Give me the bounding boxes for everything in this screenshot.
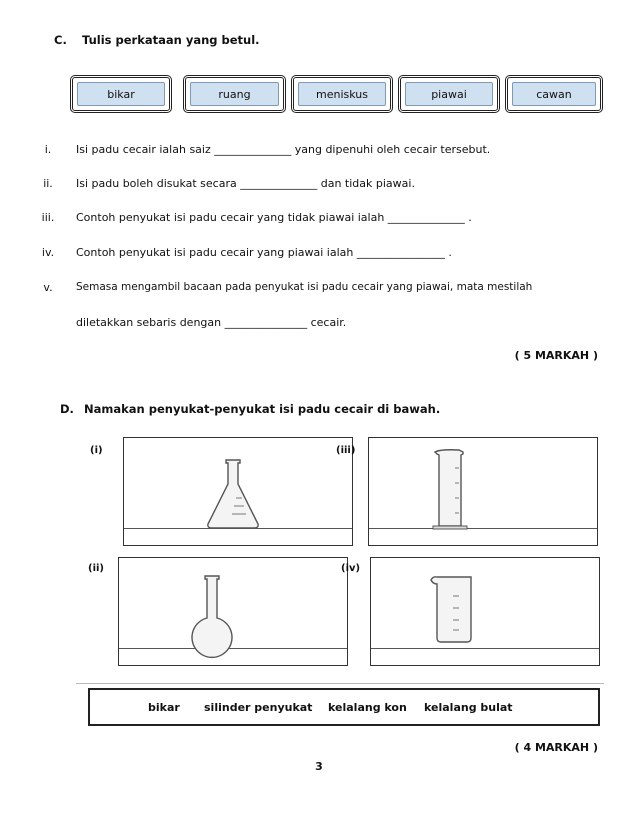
word-box-ruang: [183, 75, 286, 113]
word-box-bikar: [70, 75, 172, 113]
word-box-meniskus: [291, 75, 393, 113]
image-label: (ii): [88, 563, 104, 574]
section-c-label: C.: [54, 33, 67, 47]
question-text: Semasa mengambil bacaan pada penyukat isi padu cecair yang piawai, mata mestilah: [76, 281, 533, 293]
question-text: Contoh penyukat isi padu cecair yang tidak piawai ialah ______________ .: [76, 211, 472, 224]
word-label: cawan: [536, 87, 572, 101]
question-number: i.: [44, 143, 52, 156]
question-number: iii.: [41, 211, 55, 224]
word-box-cawan: [505, 75, 603, 113]
option-label: kelalang kon: [328, 701, 407, 714]
word-label: piawai: [431, 87, 467, 101]
beaker-icon: [371, 558, 599, 665]
question-number: iv.: [41, 246, 55, 259]
option-label: bikar: [148, 701, 180, 714]
question-text: Isi padu boleh disukat secara ______________ dan tidak piawai.: [76, 177, 415, 190]
section-d-title: Namakan penyukat-penyukat isi padu cecair di bawah.: [84, 402, 441, 416]
question-text: Contoh penyukat isi padu cecair yang piawai ialah ________________ .: [76, 246, 452, 259]
section-c-title: Tulis perkataan yang betul.: [82, 33, 260, 47]
image-frame-i: [123, 437, 356, 546]
image-label: (iii): [336, 445, 356, 456]
question-text: Isi padu cecair ialah saiz ______________ yang dipenuhi oleh cecair tersebut.: [76, 143, 491, 156]
page-number: 3: [315, 760, 323, 773]
image-frame-iv: [370, 557, 600, 666]
round-flask-icon: [119, 558, 347, 665]
option-label: silinder penyukat: [204, 701, 313, 714]
option-label: kelalang bulat: [424, 701, 513, 714]
word-label: bikar: [107, 87, 135, 101]
image-label: (iv): [341, 563, 361, 574]
word-label: ruang: [218, 87, 251, 101]
measuring-cylinder-icon: [369, 438, 597, 545]
section-d-label: D.: [60, 402, 74, 416]
question-text-continued: diletakkan sebaris dengan _______________ cecair.: [76, 316, 347, 329]
section-d-marks: ( 4 MARKAH ): [514, 741, 598, 754]
image-frame-iii: [368, 437, 598, 546]
question-number: ii.: [43, 177, 53, 190]
image-frame-ii: [118, 557, 348, 666]
section-c-marks: ( 5 MARKAH ): [514, 349, 598, 362]
question-number: v.: [43, 281, 53, 294]
divider-line: [76, 683, 604, 684]
answer-options-box: [88, 688, 600, 726]
conical-flask-icon: [124, 438, 352, 545]
word-box-piawai: [398, 75, 500, 113]
word-label: meniskus: [316, 87, 368, 101]
image-label: (i): [90, 445, 103, 456]
